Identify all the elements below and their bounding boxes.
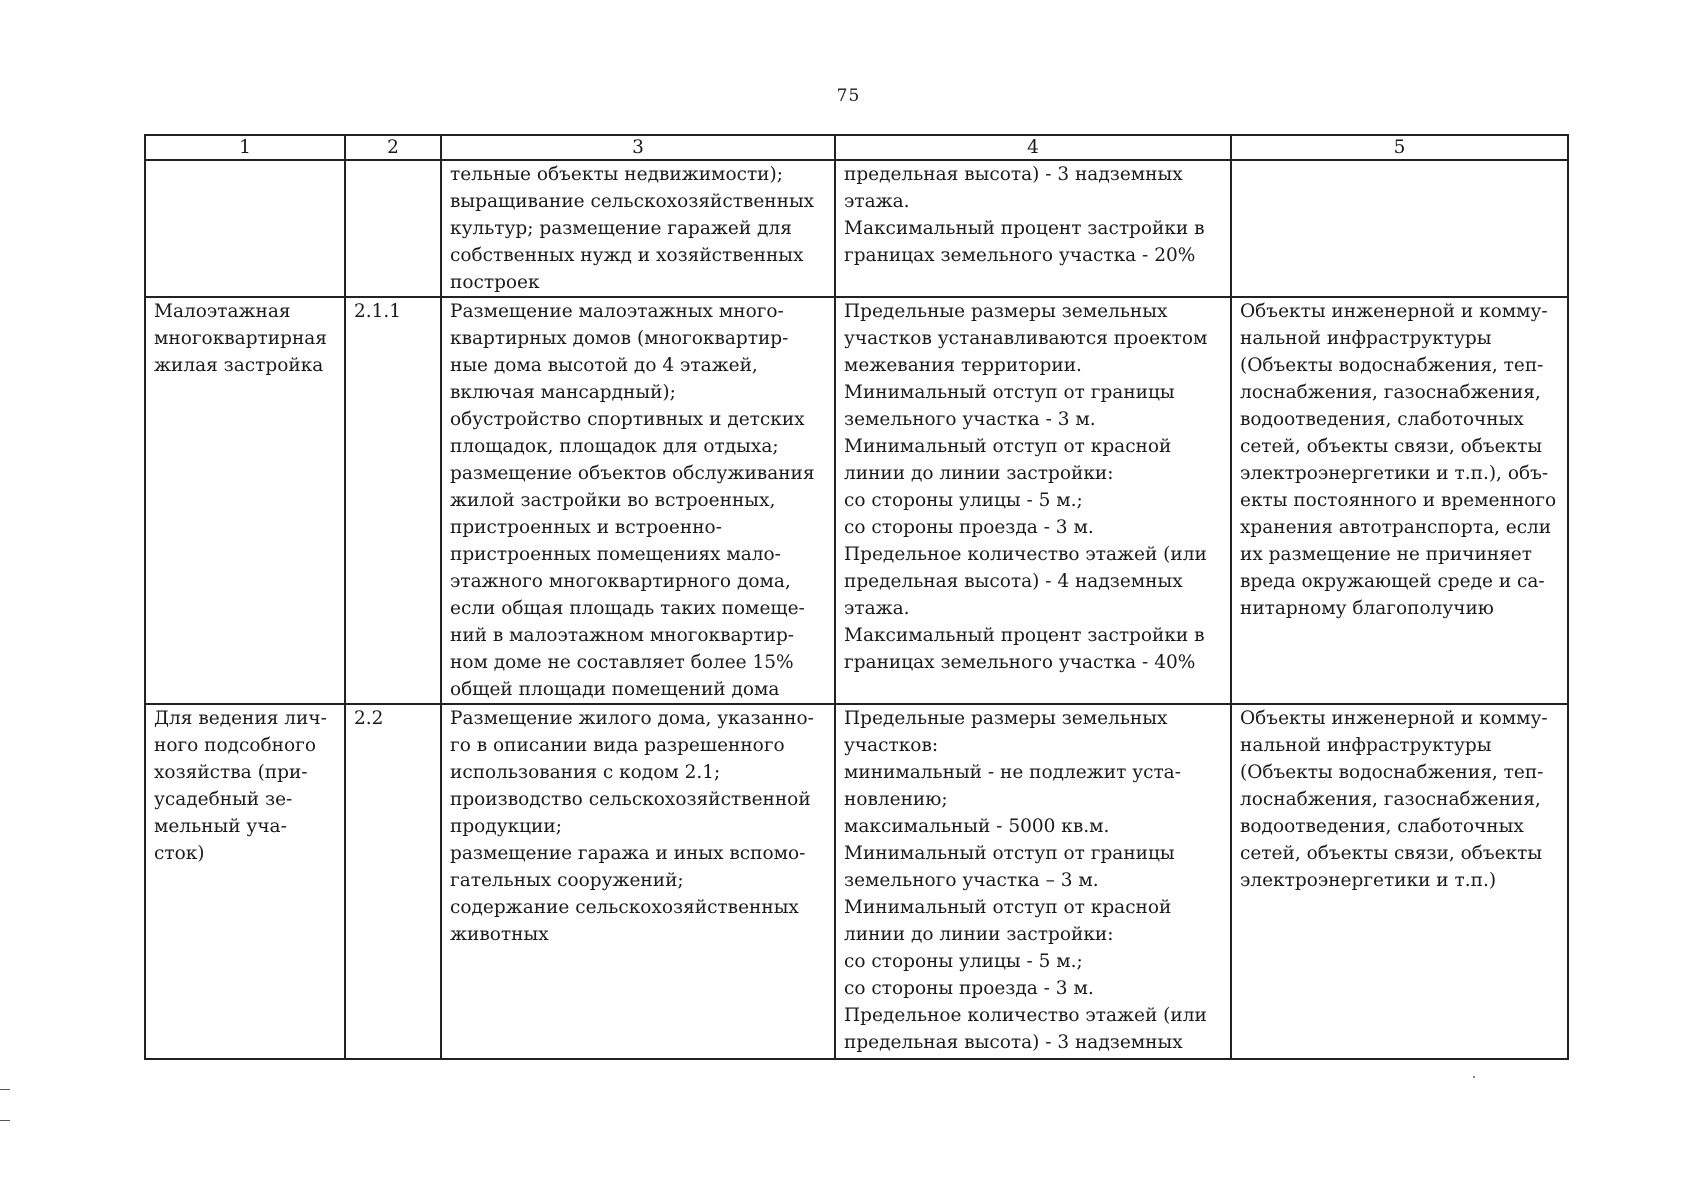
use-code-cell: 2.2 [345,704,441,1059]
parameters-cell: Предельные размеры земельных участков устанавливаются проектом межевания территории. Минимальный отступ от границы земельного участка - 3 м. Минимальный отступ от красной линии до линии застройки: со стороны улицы - 5 м.; со стороны проезда - 3 м. Предельное количество этажей (или предельная высота) - 4 надземных этажа. Максимальный процент застройки в границах земельного участка - 40% [835,297,1231,704]
table-row [145,160,1568,297]
use-description-cell: тельные объекты недвижимости); выращивание сельскохозяйственных культур; размещение гаражей для собственных нужд и хозяйственных построек [441,160,835,297]
use-name-cell [145,160,345,297]
use-description-cell: Размещение малоэтажных много-квартирных домов (многоквартир-ные дома высотой до 4 этажей, включая мансардный); обустройство спортивных и детских площадок, площадок для отдыха; размещение объектов обслуживания жилой застройки во встроенных, пристроенных и встроенно-пристроенных помещениях мало-этажного многоквартирного дома, если общая площадь таких помеще-ний в малоэтажном многоквартир-ном доме не составляет более 15% общей площади помещений дома [441,297,835,704]
column-header: 4 [835,135,1231,160]
conditional-uses-cell: Объекты инженерной и комму-нальной инфраструктуры (Объекты водоснабжения, теп-лоснабжения, газоснабжения, водоотведения, слаботочных сетей, объекты связи, объекты электроэнергетики и т.п.), объ-екты постоянного и временного хранения автотранспорта, если их размещение не причиняет вреда окружающей среде и са-нитарному благополучию [1231,297,1568,704]
use-name-cell: Малоэтажная многоквартирная жилая застройка [145,297,345,704]
table-header-row [145,135,1568,160]
use-code-cell: 2.1.1 [345,297,441,704]
use-description-cell: Размещение жилого дома, указанно-го в описании вида разрешенного использования с кодом 2.1; производство сельскохозяйственной продукции; размещение гаража и иных вспомо-гательных сооружений; содержание сельскохозяйственных животных [441,704,835,1059]
column-header: 1 [145,135,345,160]
column-header: 5 [1231,135,1568,160]
margin-mark [0,1089,10,1090]
column-header: 3 [441,135,835,160]
conditional-uses-cell: Объекты инженерной и комму-нальной инфраструктуры (Объекты водоснабжения, теп-лоснабжения, газоснабжения, водоотведения, слаботочных сетей, объекты связи, объекты электроэнергетики и т.п.) [1231,704,1568,1059]
table-row [145,297,1568,704]
parameters-cell: предельная высота) - 3 надземных этажа. Максимальный процент застройки в границах земельного участка - 20% [835,160,1231,297]
parameters-cell: Предельные размеры земельных участков: минимальный - не подлежит уста-новлению; максимальный - 5000 кв.м. Минимальный отступ от границы земельного участка – 3 м. Минимальный отступ от красной линии до линии застройки: со стороны улицы - 5 м.; со стороны проезда - 3 м. Предельное количество этажей (или предельная высота) - 3 надземных [835,704,1231,1059]
conditional-uses-cell [1231,160,1568,297]
use-name-cell: Для ведения лич-ного подсобного хозяйства (при-усадебный зе-мельный уча-сток) [145,704,345,1059]
use-code-cell [345,160,441,297]
scan-speck [1473,1076,1475,1078]
table-row [145,704,1568,1059]
zoning-regulations-table [144,134,1569,1060]
margin-mark [0,1120,10,1121]
column-header: 2 [345,135,441,160]
page-number: 75 [836,86,861,106]
